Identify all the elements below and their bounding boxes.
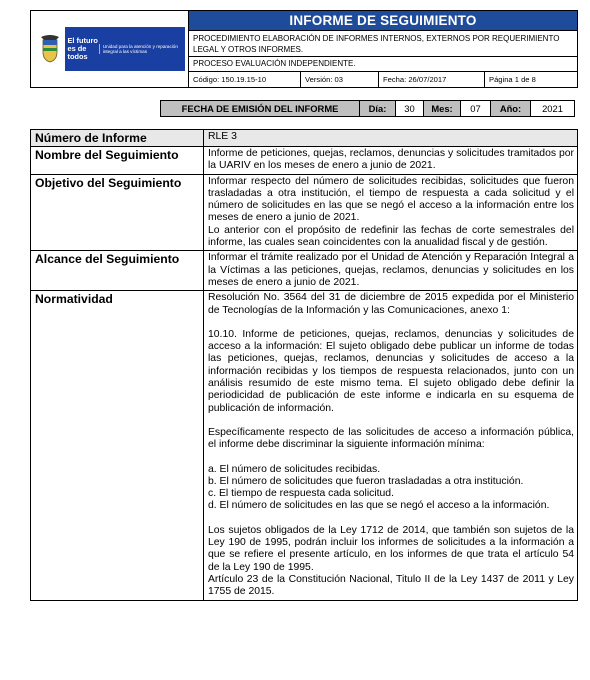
colombia-coat-of-arms-icon bbox=[35, 27, 65, 71]
list-item: d. El número de solicitudes en las que se negó el acceso a la información. bbox=[208, 500, 550, 512]
month-value: 07 bbox=[461, 101, 491, 116]
row-label: Nombre del Seguimiento bbox=[31, 147, 204, 175]
objective-paragraph: Informar respecto del número de solicitudes recibidas, solicitudes que fueron trasladadas a otra institución, el tiempo de respuesta a cada solicitud y el número de solicitudes en las que se negó el acceso a la información entre los meses de enero a junio de 2021. bbox=[208, 175, 574, 224]
regulation-paragraph: Específicamente respecto de las solicitudes de acceso a información pública, el informe debe discriminar la siguiente información mínima: bbox=[208, 426, 574, 451]
regulation-paragraph: Artículo 23 de la Constitución Nacional, Titulo II de la Ley 1437 de 2011 y Ley 1755 de 2015. bbox=[208, 573, 574, 598]
list-item: b. El número de solicitudes que fueron trasladadas a otra institución. bbox=[208, 475, 524, 487]
regulation-paragraph: Resolución No. 3564 del 31 de diciembre de 2015 expedida por el Ministerio de Tecnologías de la Información y las Comunicaciones, anexo 1: bbox=[208, 292, 574, 316]
objective-paragraph: Lo anterior con el propósito de redefinir las fechas de corte semestrales del informe, las cuales sean coincidentes con la anualidad fiscal y de gestión. bbox=[208, 224, 574, 249]
logo-cell bbox=[31, 11, 189, 87]
page-number: Página 1 de 8 bbox=[489, 75, 536, 84]
day-label: Día: bbox=[360, 101, 396, 116]
document-header bbox=[30, 10, 578, 88]
document-date: Fecha: 26/07/2017 bbox=[379, 72, 485, 87]
report-number: RLE 3 bbox=[204, 130, 578, 147]
day-value: 30 bbox=[396, 101, 424, 116]
scope-text: Informar el trámite realizado por el Unidad de Atención y Reparación Integral a la Víctimas a las peticiones, quejas, reclamos, denuncias y solicitudes en los meses de enero a junio de 2021. bbox=[204, 251, 578, 291]
table-row-objetivo bbox=[31, 174, 578, 251]
unidad-victimas-logo bbox=[35, 27, 185, 71]
row-label: Alcance del Seguimiento bbox=[31, 251, 204, 291]
list-item: a. El número de solicitudes recibidas. bbox=[208, 463, 381, 475]
year-value: 2021 bbox=[542, 103, 563, 114]
regulation-text bbox=[204, 291, 578, 600]
table-row-normatividad bbox=[31, 291, 578, 600]
header-info bbox=[189, 11, 577, 87]
process-name: PROCESO EVALUACIÓN INDEPENDIENTE. bbox=[189, 56, 577, 71]
page-title: INFORME DE SEGUIMIENTO bbox=[189, 11, 577, 30]
list-item: c. El tiempo de respuesta cada solicitud. bbox=[208, 488, 394, 500]
table-row-numero bbox=[31, 130, 578, 147]
table-row-nombre bbox=[31, 147, 578, 175]
table-row-alcance bbox=[31, 251, 578, 291]
logo-sub-text: Unidad para la atención y reparación integral a las víctimas bbox=[99, 44, 182, 54]
logo-brand-block bbox=[65, 27, 185, 71]
emission-date-bar bbox=[160, 100, 575, 117]
regulation-paragraph: Los sujetos obligados de la Ley 1712 de 2014, que también son sujetos de la Ley 190 de 1995, podrán incluir los informes de solicitudes a la información a que se refiere el presente artículo, en los informes de que trata el artículo 54 de la Ley 190 de 1995. bbox=[208, 524, 574, 573]
logo-main-text: El futuro es de todos bbox=[67, 36, 98, 61]
row-label: Número de Informe bbox=[31, 130, 204, 147]
report-info-table bbox=[30, 129, 578, 601]
objective-text bbox=[204, 174, 578, 251]
month-label: Mes: bbox=[424, 101, 461, 116]
row-label: Objetivo del Seguimiento bbox=[31, 174, 204, 251]
document-code: Código: 150.19.15-10 bbox=[189, 72, 301, 87]
procedure-description: PROCEDIMIENTO ELABORACIÓN DE INFORMES INTERNOS, EXTERNOS POR REQUERIMIENTO LEGAL Y OTROS INFORMES. bbox=[189, 30, 577, 56]
regulation-paragraph: 10.10. Informe de peticiones, quejas, reclamos, denuncias y solicitudes de acceso a la información: El sujeto obligado debe publicar un informe de todas las peticiones, quejas, reclamos, denuncias y solicitudes de acceso a la información recibidas y los tiempos de respuesta relacionados, junto con un análisis resumido de este mismo tema. El sujeto obligado debe definir la periodicidad de publicación de este informe e indicarla en su esquema de publicación de información. bbox=[208, 328, 574, 414]
row-label: Normatividad bbox=[31, 291, 204, 600]
emission-date-label: FECHA DE EMISIÓN DEL INFORME bbox=[161, 101, 360, 116]
document-codes bbox=[189, 71, 577, 87]
document-version: Versión: 03 bbox=[301, 72, 379, 87]
report-name: Informe de peticiones, quejas, reclamos, denuncias y solicitudes tramitados por la UARIV en los meses de enero a junio de 2021. bbox=[204, 147, 578, 175]
year-label: Año: bbox=[491, 101, 531, 116]
